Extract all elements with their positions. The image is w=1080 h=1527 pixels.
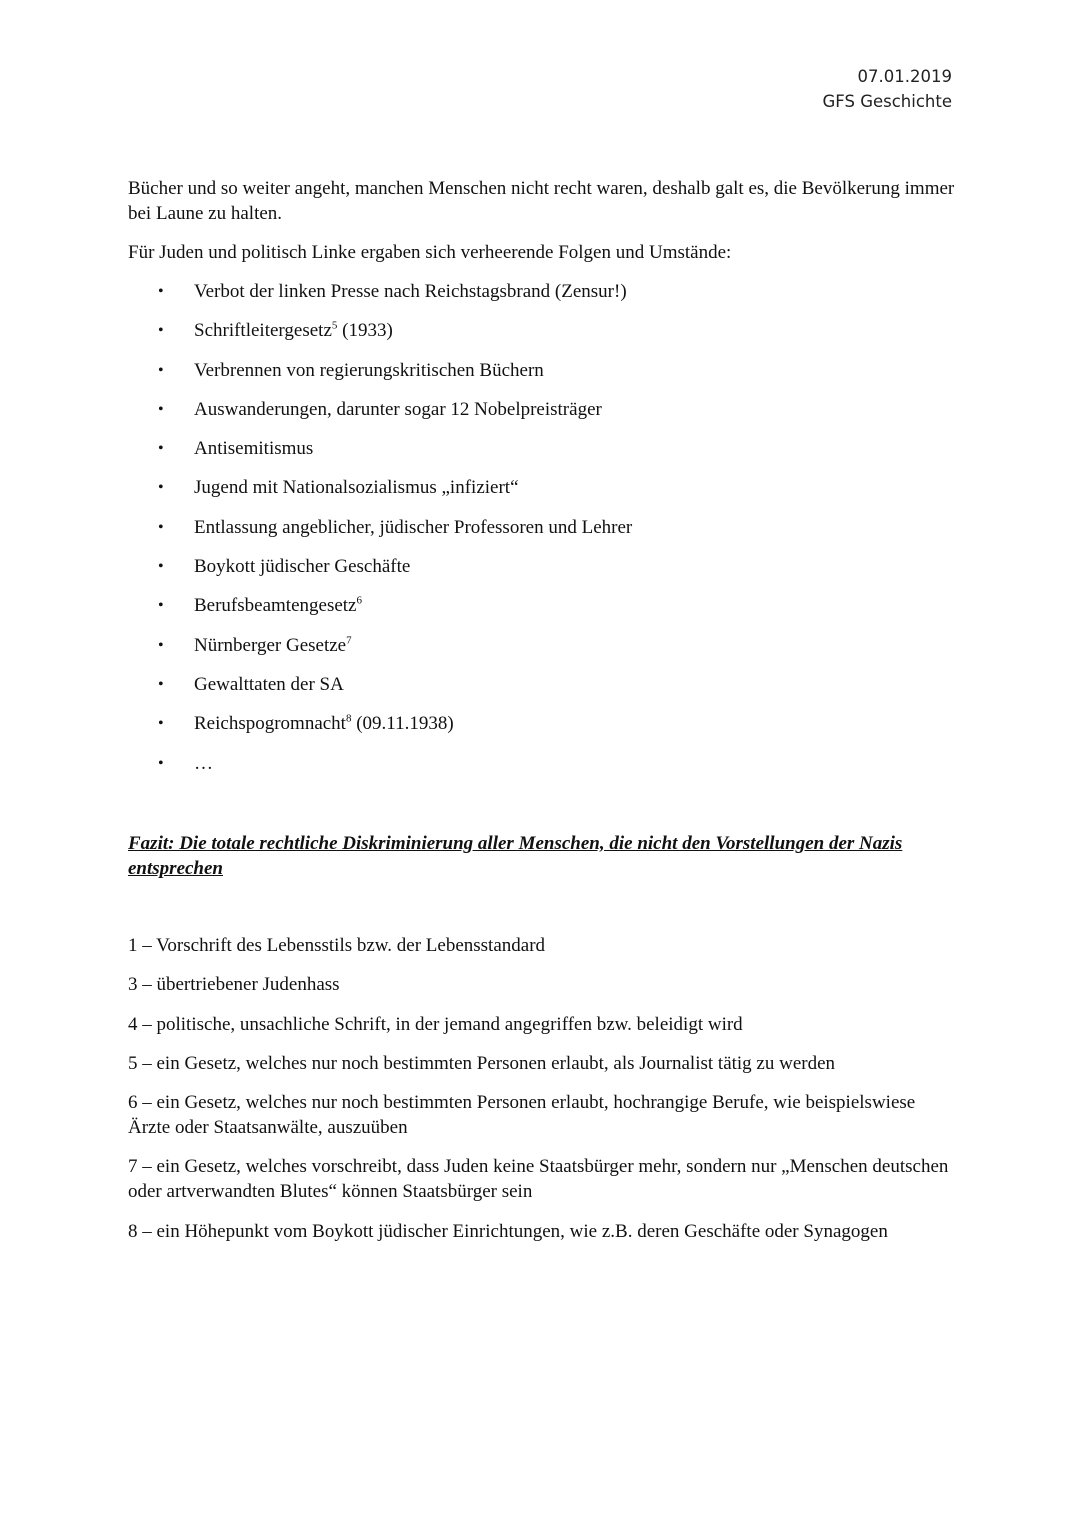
footnote-ref: 6 <box>356 595 362 608</box>
bullet-icon: • <box>158 597 164 615</box>
footnote-item: 3 – übertriebener Judenhass <box>128 974 340 996</box>
list-item-text: Verbot der linken Presse nach Reichstagsbrand (Zensur!) <box>194 281 627 302</box>
footnote-item: 5 – ein Gesetz, welches nur noch bestimmten Personen erlaubt, als Journalist tätig zu werden <box>128 1052 836 1074</box>
header-date: 07.01.2019 <box>857 67 952 86</box>
footnote-item: 4 – politische, unsachliche Schrift, in der jemand angegriffen bzw. beleidigt wird <box>128 1013 743 1035</box>
list-item-text: Antisemitismus <box>194 438 314 460</box>
list-item-text: Auswanderungen, darunter sogar 12 Nobelpreisträger <box>194 398 602 420</box>
footnote-item: 1 – Vorschrift des Lebensstils bzw. der Lebensstandard <box>128 935 546 956</box>
footnote-ref: 5 <box>331 319 338 332</box>
bullet-icon: • <box>158 400 164 418</box>
bullet-icon: • <box>158 754 164 772</box>
bullet-icon: • <box>158 715 164 733</box>
intro-continuation: Bücher und so weiter angeht, manchen Menschen nicht recht waren, deshalb galt es, die Bevölkerung immer bei Laune zu halten. <box>128 178 955 224</box>
bullet-icon: • <box>158 479 164 497</box>
list-item-text: Schriftleitergesetz$^5$ (1933) <box>194 319 393 342</box>
bullet-icon: • <box>158 675 164 693</box>
footnote-item: 6 – ein Gesetz, welches nur noch bestimmten Personen erlaubt, hochrangige Berufe, wie beispielswiese Ärzte oder Staatsanwälte, auszuüben <box>128 1092 916 1139</box>
header-subject: GFS Geschichte <box>822 92 952 111</box>
page-header <box>822 64 952 114</box>
fazit-conclusion: Fazit: Die totale rechtliche Diskriminierung aller Menschen, die nicht den Vorstellungen der Nazis entsprechen <box>128 833 903 879</box>
footnote-ref: 8 <box>345 712 352 725</box>
bullet-icon: • <box>158 322 164 340</box>
list-item-text: Reichspogromnacht$^8$ (09.11.1938) <box>194 712 454 735</box>
bullet-icon: • <box>158 558 164 576</box>
list-item-text: Nürnberger Gesetze$^7$ <box>194 634 352 656</box>
bullet-icon: • <box>158 361 164 379</box>
consequences-lead: Für Juden und politisch Linke ergaben sich verheerende Folgen und Umstände: <box>128 242 732 263</box>
bullet-icon: • <box>158 283 164 300</box>
list-item-text: Boykott jüdischer Geschäfte <box>194 556 411 578</box>
list-item-text: Gewalttaten der SA <box>194 673 344 695</box>
footnotes-list <box>128 933 958 1258</box>
bullet-icon: • <box>158 440 164 458</box>
bullet-icon: • <box>158 518 164 536</box>
footnote-item: 7 – ein Gesetz, welches vorschreibt, dass Juden keine Staatsbürger mehr, sondern nur „Menschen deutschen oder artverwandten Blutes“ können Staatsbürger sein <box>128 1156 949 1203</box>
list-item-text: … <box>194 752 213 774</box>
list-item-text: Jugend mit Nationalsozialismus „infiziert“ <box>194 477 519 499</box>
list-item-text: Entlassung angeblicher, jüdischer Professoren und Lehrer <box>194 516 633 538</box>
footnote-ref: 7 <box>346 634 352 647</box>
footnote-item: 8 – ein Höhepunkt vom Boykott jüdischer Einrichtungen, wie z.B. deren Geschäfte oder Synagogen <box>128 1220 888 1242</box>
bullet-icon: • <box>158 636 164 654</box>
list-item-text: Berufsbeamtengesetz$^6$ <box>194 595 362 617</box>
list-item-text: Verbrennen von regierungskritischen Büchern <box>194 359 544 381</box>
